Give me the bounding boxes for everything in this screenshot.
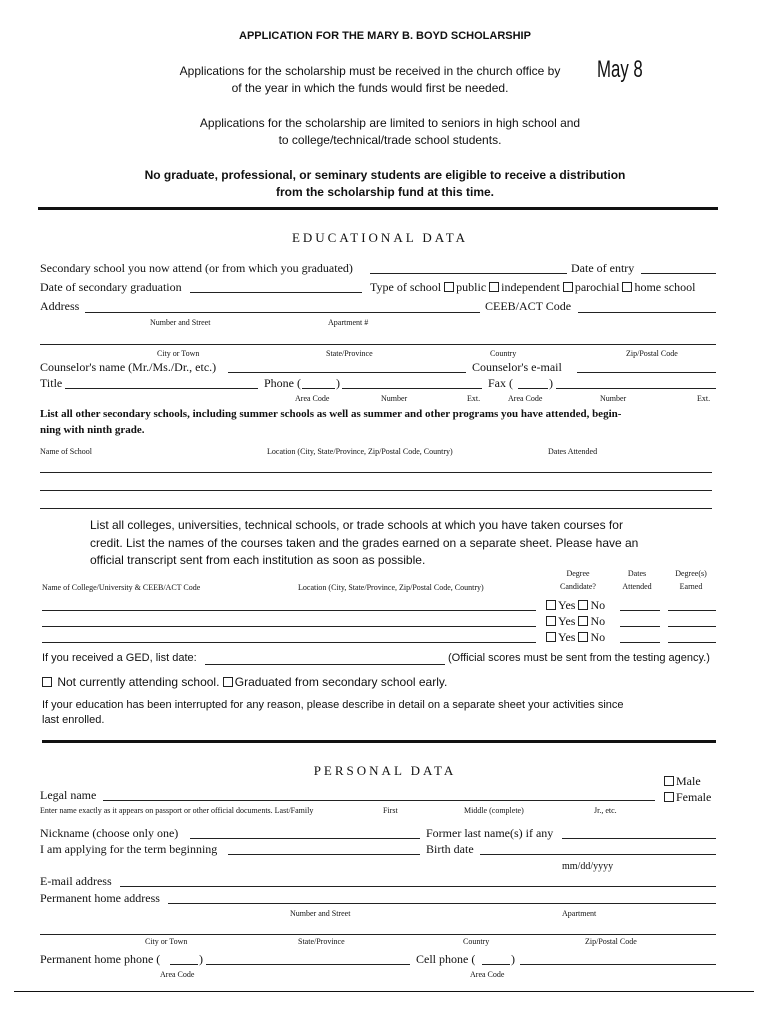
parochial-label: parochial bbox=[574, 280, 620, 294]
no-checkbox[interactable] bbox=[578, 616, 588, 626]
bottom-divider bbox=[14, 991, 754, 992]
counselor-name-field[interactable] bbox=[228, 372, 466, 373]
yes-label: Yes bbox=[558, 614, 576, 628]
ged-note: (Official scores must be sent from the testing agency.) bbox=[448, 652, 710, 664]
yes-label: Yes bbox=[558, 630, 576, 644]
no-checkbox[interactable] bbox=[578, 632, 588, 642]
divider bbox=[42, 740, 716, 743]
jr-caption: Jr., etc. bbox=[594, 806, 617, 815]
dates-caption-1: Dates bbox=[627, 569, 647, 578]
address-field[interactable] bbox=[85, 312, 480, 313]
intro-line-1: Applications for the scholarship must be received in the church office by bbox=[179, 64, 561, 78]
college-row-1[interactable] bbox=[42, 610, 536, 611]
college-row-2-dates[interactable] bbox=[620, 626, 660, 627]
former-name-label: Former last name(s) if any bbox=[426, 826, 554, 840]
zip-caption: Zip/Postal Code bbox=[585, 937, 637, 946]
apartment-caption: Apartment bbox=[562, 909, 597, 918]
no-label: No bbox=[590, 598, 606, 612]
notice-line-2: from the scholarship fund at this time. bbox=[275, 185, 495, 199]
college-row-1-degree[interactable] bbox=[668, 610, 716, 611]
state-caption: State/Province bbox=[298, 937, 345, 946]
date-graduation-label: Date of secondary graduation bbox=[40, 280, 182, 294]
number-street-caption: Number and Street bbox=[150, 318, 211, 327]
ged-date-field[interactable] bbox=[205, 664, 445, 665]
yes-label: Yes bbox=[558, 598, 576, 612]
fax-close-paren: ) bbox=[549, 376, 553, 390]
zip-caption: Zip/Postal Code bbox=[626, 349, 678, 358]
female-option bbox=[664, 790, 711, 805]
nickname-label: Nickname (choose only one) bbox=[40, 826, 179, 840]
intro-line-4: to college/technical/trade school students. bbox=[278, 133, 502, 147]
former-name-field[interactable] bbox=[562, 838, 716, 839]
no-label: No bbox=[590, 630, 606, 644]
permanent-address-label: Permanent home address bbox=[40, 891, 160, 905]
type-school-text: Type of school bbox=[370, 280, 442, 294]
college-row-2-degree[interactable] bbox=[668, 626, 716, 627]
phone-number-field[interactable] bbox=[342, 388, 482, 389]
yes-checkbox[interactable] bbox=[546, 600, 556, 610]
legal-name-field[interactable] bbox=[103, 800, 655, 801]
divider bbox=[38, 207, 718, 210]
phone-area-field[interactable] bbox=[302, 388, 335, 389]
city-line-field[interactable] bbox=[40, 344, 716, 345]
address-label: Address bbox=[40, 299, 80, 313]
country-caption: Country bbox=[463, 937, 490, 946]
degree-candidate-caption-2: Candidate? bbox=[560, 582, 596, 591]
graduated-early-label: Graduated from secondary school early. bbox=[234, 675, 448, 689]
college-location-caption: Location (City, State/Province, Zip/Postal Code, Country) bbox=[298, 583, 484, 592]
college-row-3-dates[interactable] bbox=[620, 642, 660, 643]
colleges-line-1: List all colleges, universities, technical schools, or trade schools at which you have taken courses for bbox=[90, 518, 623, 532]
title-label: Title bbox=[40, 376, 63, 390]
graduated-early-checkbox[interactable] bbox=[223, 677, 233, 687]
ext-caption: Ext. bbox=[467, 394, 481, 403]
not-attending-label: Not currently attending school. bbox=[57, 675, 220, 689]
counselor-email-label: Counselor's e-mail bbox=[472, 360, 562, 374]
number-street-caption: Number and Street bbox=[290, 909, 351, 918]
college-row-2-candidate bbox=[546, 614, 605, 629]
independent-label: independent bbox=[501, 280, 560, 294]
other-school-row-1[interactable] bbox=[40, 472, 712, 473]
nickname-field[interactable] bbox=[190, 838, 420, 839]
fax-ext-caption: Ext. bbox=[697, 394, 711, 403]
date-entry-field[interactable] bbox=[641, 273, 716, 274]
birth-date-field[interactable] bbox=[480, 854, 716, 855]
home-school-checkbox[interactable] bbox=[622, 282, 632, 292]
parochial-checkbox[interactable] bbox=[563, 282, 573, 292]
form-title: APPLICATION FOR THE MARY B. BOYD SCHOLARSHIP bbox=[239, 30, 531, 42]
interrupted-line-1: If your education has been interrupted for any reason, please describe in detail on a separate sheet your activities since bbox=[42, 699, 624, 711]
country-caption: Country bbox=[490, 349, 517, 358]
home-phone-close-paren: ) bbox=[199, 952, 203, 966]
dates-caption-2: Attended bbox=[622, 582, 652, 591]
notice-line-1: No graduate, professional, or seminary students are eligible to receive a distribution bbox=[144, 168, 626, 182]
type-school-label bbox=[370, 280, 695, 295]
educational-data-heading: EDUCATIONAL DATA bbox=[291, 230, 469, 245]
city-caption: City or Town bbox=[145, 937, 188, 946]
home-phone-area-field[interactable] bbox=[170, 964, 198, 965]
phone-label: Phone ( bbox=[264, 376, 301, 390]
male-option bbox=[664, 774, 701, 789]
birth-date-format: mm/dd/yyyy bbox=[562, 861, 614, 872]
personal-data-heading: PERSONAL DATA bbox=[313, 763, 457, 778]
college-row-3-degree[interactable] bbox=[668, 642, 716, 643]
yes-checkbox[interactable] bbox=[546, 616, 556, 626]
no-label: No bbox=[590, 614, 606, 628]
email-field[interactable] bbox=[120, 886, 716, 887]
attendance-options bbox=[42, 675, 447, 689]
college-row-3-candidate bbox=[546, 630, 605, 645]
intro-line-2: of the year in which the funds would first be needed. bbox=[231, 81, 509, 95]
title-field[interactable] bbox=[65, 388, 258, 389]
birth-date-label: Birth date bbox=[426, 842, 474, 856]
interrupted-line-2: last enrolled. bbox=[42, 714, 105, 726]
email-label: E-mail address bbox=[40, 874, 112, 888]
public-label: public bbox=[456, 280, 487, 294]
term-label: I am applying for the term beginning bbox=[40, 842, 218, 856]
fax-label: Fax ( bbox=[488, 376, 513, 390]
term-field[interactable] bbox=[228, 854, 420, 855]
phone-close-paren: ) bbox=[336, 376, 340, 390]
dates-attended-caption: Dates Attended bbox=[548, 447, 598, 456]
location-caption: Location (City, State/Province, Zip/Postal Code, Country) bbox=[267, 447, 453, 456]
secondary-school-field[interactable] bbox=[370, 273, 567, 274]
fax-number-field[interactable] bbox=[556, 388, 716, 389]
fax-area-caption: Area Code bbox=[508, 394, 543, 403]
college-row-1-dates[interactable] bbox=[620, 610, 660, 611]
cell-phone-label: Cell phone ( bbox=[416, 952, 476, 966]
home-school-label: home school bbox=[634, 280, 696, 294]
college-row-2[interactable] bbox=[42, 626, 536, 627]
ceeb-field[interactable] bbox=[578, 312, 716, 313]
fax-area-field[interactable] bbox=[518, 388, 548, 389]
college-name-caption: Name of College/University & CEEB/ACT Code bbox=[42, 583, 201, 592]
home-phone-label: Permanent home phone ( bbox=[40, 952, 161, 966]
public-checkbox[interactable] bbox=[444, 282, 454, 292]
date-graduation-field[interactable] bbox=[190, 292, 362, 293]
college-row-3[interactable] bbox=[42, 642, 536, 643]
female-checkbox[interactable] bbox=[664, 792, 674, 802]
male-checkbox[interactable] bbox=[664, 776, 674, 786]
permanent-address-field[interactable] bbox=[168, 903, 716, 904]
other-school-row-3[interactable] bbox=[40, 508, 712, 509]
city-caption: City or Town bbox=[157, 349, 200, 358]
fax-number-caption: Number bbox=[600, 394, 627, 403]
permanent-city-field[interactable] bbox=[40, 934, 716, 935]
other-schools-line-1: List all other secondary schools, including summer schools as well as summer and other programs you have attended, begin- bbox=[40, 408, 622, 420]
intro-line-3: Applications for the scholarship are limited to seniors in high school and bbox=[199, 116, 581, 130]
other-schools-line-2: ning with ninth grade. bbox=[40, 424, 145, 436]
deadline-handwritten: May 8 bbox=[597, 56, 643, 83]
independent-checkbox[interactable] bbox=[489, 282, 499, 292]
other-school-row-2[interactable] bbox=[40, 490, 712, 491]
middle-caption: Middle (complete) bbox=[464, 806, 524, 815]
degree-earned-caption-1: Degree(s) bbox=[675, 569, 707, 578]
degree-earned-caption-2: Earned bbox=[679, 582, 703, 591]
cell-area-code-caption: Area Code bbox=[470, 970, 505, 979]
number-caption: Number bbox=[381, 394, 408, 403]
degree-candidate-caption-1: Degree bbox=[566, 569, 590, 578]
counselor-email-field[interactable] bbox=[577, 372, 716, 373]
name-school-caption: Name of School bbox=[40, 447, 92, 456]
state-caption: State/Province bbox=[326, 349, 373, 358]
cell-phone-close-paren: ) bbox=[511, 952, 515, 966]
counselor-name-label: Counselor's name (Mr./Ms./Dr., etc.) bbox=[40, 360, 217, 374]
not-attending-checkbox[interactable] bbox=[42, 677, 52, 687]
no-checkbox[interactable] bbox=[578, 600, 588, 610]
college-row-1-candidate bbox=[546, 598, 605, 613]
apartment-caption: Apartment # bbox=[328, 318, 369, 327]
ged-label: If you received a GED, list date: bbox=[42, 652, 197, 664]
female-label: Female bbox=[676, 790, 712, 804]
home-area-code-caption: Area Code bbox=[160, 970, 195, 979]
home-phone-number-field[interactable] bbox=[206, 964, 410, 965]
colleges-line-2: credit. List the names of the courses taken and the grades earned on a separate sheet. Please have an bbox=[90, 536, 639, 550]
date-entry-label: Date of entry bbox=[571, 261, 635, 275]
legal-name-label: Legal name bbox=[40, 788, 97, 802]
secondary-school-label: Secondary school you now attend (or from which you graduated) bbox=[40, 261, 353, 275]
cell-phone-number-field[interactable] bbox=[520, 964, 716, 965]
ceeb-label: CEEB/ACT Code bbox=[485, 299, 572, 313]
male-label: Male bbox=[676, 774, 701, 788]
colleges-line-3: official transcript sent from each institution as soon as possible. bbox=[90, 553, 426, 567]
area-code-caption: Area Code bbox=[295, 394, 330, 403]
legal-name-note: Enter name exactly as it appears on passport or other official documents. Last/Family bbox=[40, 806, 314, 815]
cell-phone-area-field[interactable] bbox=[482, 964, 510, 965]
first-caption: First bbox=[383, 806, 398, 815]
yes-checkbox[interactable] bbox=[546, 632, 556, 642]
